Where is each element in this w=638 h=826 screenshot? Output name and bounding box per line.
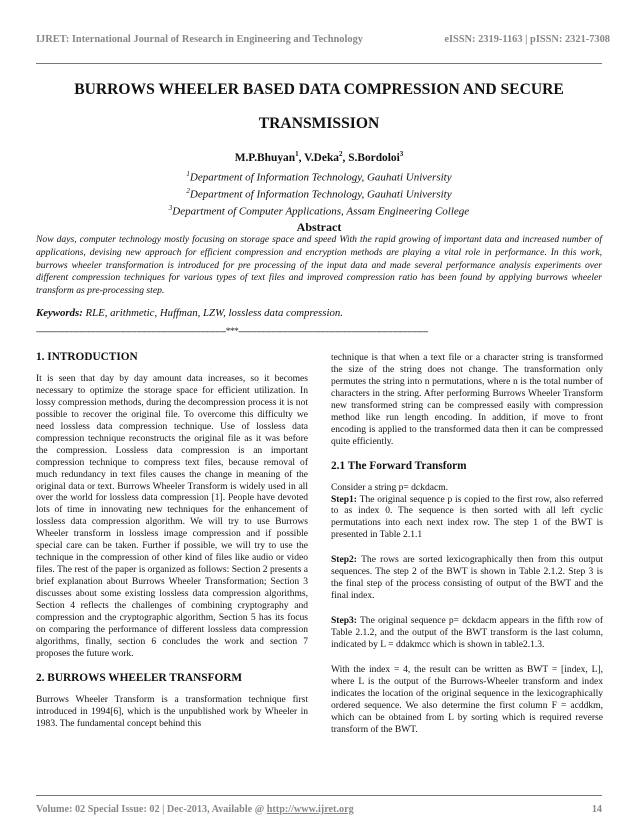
- affiliation: $^1$Department of Information Technology, Gauhati University: [186, 170, 452, 184]
- abstract-heading: Abstract: [296, 220, 342, 234]
- author: V.Deka$^2$,: [304, 150, 349, 164]
- paragraph: With the index = 4, the result can be written as BWT = [index, L], where L is the output of the Burrows-Wheeler transform and index indicates the location of the original sequence in the lexicographically ordered sequence. We also determine the first column F = acddkm, which can be obtained from L by sorting which is required reverse transform of the BWT.: [331, 664, 603, 735]
- abstract-text: Now days, computer technology mostly focusing on storage space and speed With the rapid growing of important data and increased number of applications, devising new approach for efficient compression and encryption methods are playing a vital role in performance. In this work, burrows wheeler transformation is introduced for pre processing of the input data and made several performance analysis experiments over different compression techniques for various types of text files and improved compression ratio has been found by applying burrows wheeler transform as pre-processing step.: [36, 234, 602, 297]
- paragraph: Consider a string p= dckdacm. Step1: The original sequence p is copied to the first row, also referred to as index 0. The sequence is then sorted with all left cyclic permutations into each next index row. The step 1 of the BWT is presented in Table 2.1.1: [331, 481, 603, 541]
- author: S.Bordoloi$^3$: [348, 150, 404, 164]
- footer-text: Volume: 02 Special Issue: 02 | Dec-2013, Available @: [36, 804, 267, 815]
- affiliation: $^2$Department of Information Technology, Gauhati University: [186, 187, 452, 201]
- section-heading: 1. INTRODUCTION: [36, 351, 138, 363]
- subsection-heading: 2.1 The Forward Transform: [331, 459, 467, 472]
- running-header: [36, 34, 610, 45]
- keywords: [36, 307, 602, 319]
- step-label: Step2:: [331, 554, 357, 566]
- journal-name: IJRET: International Journal of Research in Engineering and Technology: [36, 34, 363, 45]
- keywords-list: RLE, arithmetic, Huffman, LZW, lossless data compression.: [82, 307, 343, 319]
- section-separator: --------------------------------------------------------------------------***--------------------------------------------------------------------------: [36, 327, 428, 337]
- page-number: 14: [591, 804, 602, 815]
- header-rule: [36, 63, 602, 64]
- step-label: Step3:: [331, 615, 357, 627]
- issn: eISSN: 2319-1163 | pISSN: 2321-7308: [444, 34, 610, 45]
- journal-link[interactable]: http://www.ijret.org: [266, 804, 354, 815]
- paragraph: Step3: The original sequence p= dckdacm appears in the fifth row of Table 2.1.2, and the output of the BWT transform is the last column, indicated by L = ddakmcc which is shown in table2.1.3.: [331, 615, 603, 651]
- paragraph: It is seen that day by day amount data increases, so it becomes necessary to optimize the storage space for efficient utilization. In lossy compression methods, during the decompression process it is not possible to recover the original file. To overcome this difficulty we need lossless data compression technique. Use of lossless data compression technique reconstructs the original file as it was before the compression. Lossless data compression is an important compression technique to compress text files, because removal of much redundancy in text files causes the change in meaning of the original data or text. Burrows Wheeler Transform is widely used in all over the world for lossless data compression [1]. People have devoted lots of time in innovating new techniques for the enhancement of lossless data compression algorithm. We will try to use Burrows Wheeler transform in lossless image compression and if possible special care can be taken. Further if possible, we will try to use the technique in the compression of other kind of files like audio or video files. The rest of the paper is organized as follows: Section 2 presents a brief explanation about Burrows Wheeler Transformation; Section 3 discusses about some existing lossless data compression algorithms, Section 4 reflects the challenges of combining cryptography and compression and the cryptographic algorithm, Section 5 has its focus on comparing the performance of different lossless data compression algorithms, finally, section 6 concludes the work and section 7 proposes the future work.: [36, 372, 308, 659]
- paragraph: Burrows Wheeler Transform is a transformation technique first introduced in 1994[6], which is the unpublished work by Wheeler in 1983. The fundamental concept behind this: [36, 693, 308, 729]
- title-line-2: TRANSMISSION: [258, 115, 380, 132]
- paragraph: Step2: The rows are sorted lexicographically then from this output sequences. The step 2 of the BWT is shown in Table 2.1.2. Step 3 is the final step of the process consisting of output of the BWT and the final index.: [331, 554, 603, 602]
- left-column: [36, 352, 308, 743]
- affiliations: [36, 168, 602, 219]
- author: M.P.Bhuyan$^1$,: [234, 150, 305, 164]
- footer-rule: [36, 795, 602, 796]
- running-footer: [36, 804, 602, 815]
- right-column: [331, 352, 603, 749]
- paragraph: technique is that when a text file or a character string is transformed the size of the string does not change. The transformation only permutes the string into n permutations, where n is the total number of characters in the string. After performing Burrows Wheeler Transform new transformed string can be compressed easily with compression method like run length encoding. In addition, if move to front encoding is applied to the transformed data then it can be compressed quite efficiently.: [331, 352, 603, 447]
- title-line-1: BURROWS WHEELER BASED DATA COMPRESSION AND SECURE: [74, 81, 564, 98]
- step-label: Step1:: [331, 493, 357, 505]
- author-list: [36, 150, 602, 164]
- keywords-label: Keywords:: [36, 307, 83, 319]
- paper-title: [36, 78, 602, 136]
- section-heading: 2. BURROWS WHEELER TRANSFORM: [36, 671, 243, 684]
- affiliation: $^3$Department of Computer Applications, Assam Engineering College: [168, 204, 470, 218]
